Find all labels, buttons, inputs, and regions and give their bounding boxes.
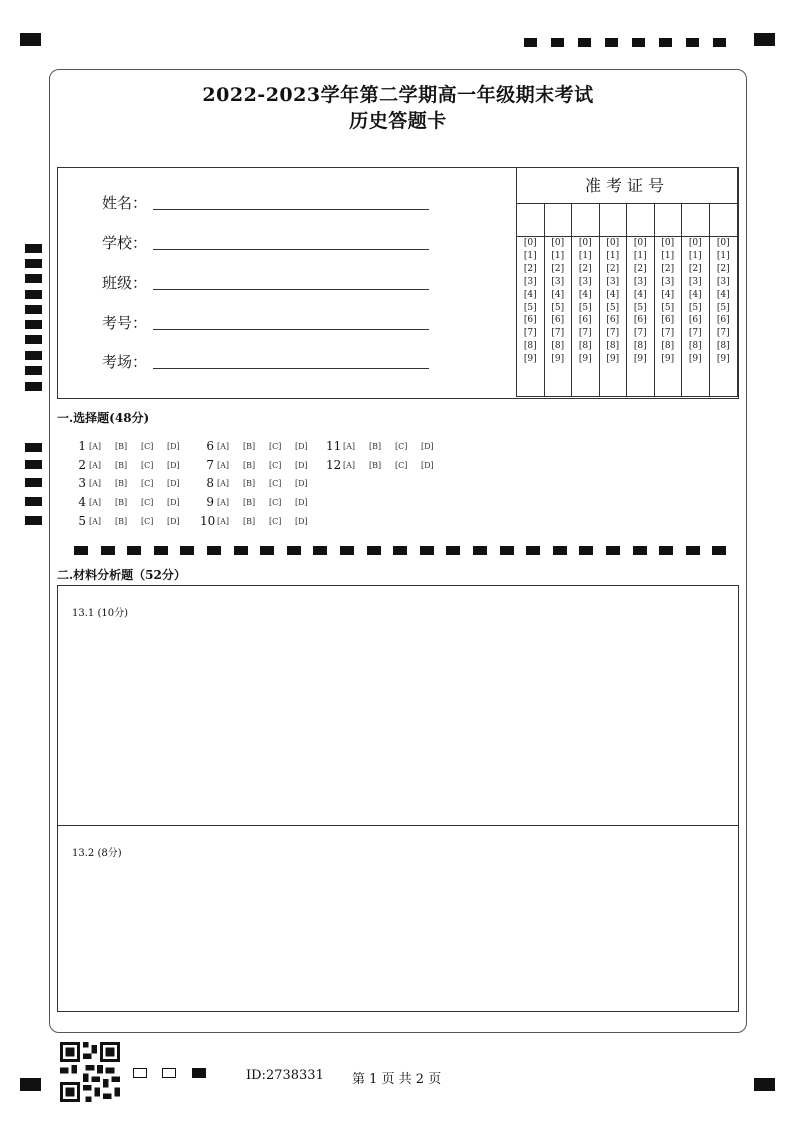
digit-bubble[interactable]: [2] <box>578 263 592 274</box>
student-number-field[interactable] <box>153 314 429 330</box>
footer <box>0 1040 794 1110</box>
exam-number-column <box>710 204 738 396</box>
digit-bubble[interactable]: [0] <box>633 238 647 248</box>
digit-bubble[interactable]: [6] <box>551 315 565 326</box>
mc-question-7 <box>200 458 321 472</box>
page-title: 2022-2023学年第二学期高一年级期末考试 <box>202 84 594 106</box>
exam-number-column <box>572 204 600 396</box>
timing-dash <box>207 546 221 555</box>
timing-dash <box>578 38 591 47</box>
mc-question-number: 4 <box>78 495 86 509</box>
name-label: 姓名： <box>102 194 148 212</box>
timing-dash <box>74 546 88 555</box>
timing-mark <box>25 497 42 506</box>
timing-dash <box>234 546 248 555</box>
mc-option-bubble[interactable]: [C] <box>269 460 282 470</box>
timing-dash <box>446 546 460 555</box>
digit-bubble[interactable]: [8] <box>606 341 620 352</box>
mc-question-number: 2 <box>78 458 86 472</box>
mc-option-bubble[interactable]: [D] <box>421 460 434 470</box>
mc-option-bubble[interactable]: [A] <box>217 460 230 470</box>
digit-bubble[interactable]: [2] <box>688 263 702 274</box>
mc-option-bubble[interactable]: [D] <box>167 516 180 526</box>
exam-number-digit-field[interactable] <box>517 204 544 237</box>
timing-dash <box>713 38 726 47</box>
mc-option-bubble[interactable]: [B] <box>243 460 256 470</box>
mc-option-bubble[interactable]: [B] <box>115 478 128 488</box>
digit-bubble[interactable]: [1] <box>633 250 647 261</box>
digit-bubble[interactable]: [6] <box>661 315 675 326</box>
timing-dash <box>579 546 593 555</box>
exam-number-box <box>516 167 738 397</box>
digit-bubble[interactable]: [4] <box>633 289 647 300</box>
exam-number-digit-field[interactable] <box>710 204 738 237</box>
digit-bubble[interactable]: [1] <box>606 250 620 261</box>
digit-bubble[interactable]: [7] <box>716 328 730 339</box>
exam-number-title: 准考证号 <box>517 168 737 204</box>
class-label: 班级： <box>102 274 148 292</box>
digit-bubble[interactable]: [1] <box>551 250 565 261</box>
mc-option-bubble[interactable]: [A] <box>89 497 102 507</box>
digit-bubble[interactable]: [9] <box>688 354 702 365</box>
digit-bubble[interactable]: [8] <box>633 341 647 352</box>
timing-mark <box>25 335 42 344</box>
mc-question-number: 6 <box>206 439 214 453</box>
footer-box-2 <box>162 1068 176 1078</box>
mc-question-12 <box>326 458 447 472</box>
digit-bubble[interactable]: [5] <box>523 302 537 313</box>
timing-dash <box>393 546 407 555</box>
digit-bubble[interactable]: [0] <box>688 238 702 248</box>
digit-bubble[interactable]: [3] <box>633 276 647 287</box>
corner-marker-tr <box>754 33 775 46</box>
corner-marker-tl <box>20 33 41 46</box>
digit-bubble[interactable]: [0] <box>578 238 592 248</box>
mc-option-bubble[interactable]: [D] <box>167 441 180 451</box>
timing-mark <box>25 290 42 299</box>
digit-bubble[interactable]: [7] <box>633 328 647 339</box>
digit-bubble[interactable]: [4] <box>523 289 537 300</box>
digit-bubble[interactable]: [3] <box>661 276 675 287</box>
digit-bubble[interactable]: [0] <box>606 238 620 248</box>
mc-option-bubble[interactable]: [D] <box>295 441 308 451</box>
section1-title: 一.选择题(48分) <box>57 411 150 425</box>
sheet-id: ID:2738331 <box>246 1068 324 1083</box>
timing-dash <box>287 546 301 555</box>
digit-bubble[interactable]: [7] <box>688 328 702 339</box>
mc-option-bubble[interactable]: [A] <box>89 460 102 470</box>
mc-question-8 <box>200 476 321 490</box>
timing-dash <box>526 546 540 555</box>
timing-dash <box>473 546 487 555</box>
digit-bubble[interactable]: [2] <box>606 263 620 274</box>
timing-dash <box>659 38 672 47</box>
mc-option-bubble[interactable]: [C] <box>395 460 408 470</box>
timing-mark <box>25 259 42 268</box>
timing-dash <box>659 546 673 555</box>
digit-bubble[interactable]: [0] <box>661 238 675 248</box>
digit-bubble[interactable]: [9] <box>661 354 675 365</box>
answer-sheet <box>49 69 747 1033</box>
qr-code-icon <box>60 1042 120 1102</box>
digit-bubble[interactable]: [2] <box>551 263 565 274</box>
digit-bubble[interactable]: [4] <box>606 289 620 300</box>
mc-option-bubble[interactable]: [B] <box>243 478 256 488</box>
mc-option-bubble[interactable]: [D] <box>421 441 434 451</box>
mc-option-bubble[interactable]: [B] <box>115 441 128 451</box>
section2-title: 二.材料分析题（52分） <box>57 568 186 582</box>
timing-mark <box>25 460 42 469</box>
digit-bubble[interactable]: [7] <box>606 328 620 339</box>
digit-bubble[interactable]: [5] <box>606 302 620 313</box>
digit-bubble[interactable]: [1] <box>661 250 675 261</box>
mc-question-number: 11 <box>326 439 342 453</box>
mc-question-number: 5 <box>78 514 86 528</box>
mc-question-number: 7 <box>206 458 214 472</box>
digit-bubble[interactable]: [7] <box>551 328 565 339</box>
digit-bubble[interactable]: [2] <box>716 263 730 274</box>
digit-bubble[interactable]: [6] <box>688 315 702 326</box>
mc-option-bubble[interactable]: [A] <box>217 478 230 488</box>
mc-question-number: 3 <box>78 476 86 490</box>
timing-dash <box>154 546 168 555</box>
exam-number-column <box>682 204 710 396</box>
mc-option-bubble[interactable]: [A] <box>89 478 102 488</box>
timing-dash <box>340 546 354 555</box>
digit-bubble[interactable]: [2] <box>523 263 537 274</box>
mc-option-bubble[interactable]: [C] <box>269 478 282 488</box>
mc-option-bubble[interactable]: [A] <box>217 497 230 507</box>
exam-number-digit-field[interactable] <box>627 204 654 237</box>
exam-room-field[interactable] <box>153 353 429 369</box>
mc-option-bubble[interactable]: [A] <box>89 441 102 451</box>
timing-mark <box>25 274 42 283</box>
answer-label-13-2: 13.2 (8分) <box>72 848 122 859</box>
mc-option-bubble[interactable]: [B] <box>115 460 128 470</box>
digit-bubble[interactable]: [3] <box>688 276 702 287</box>
timing-dash <box>553 546 567 555</box>
digit-bubble[interactable]: [2] <box>661 263 675 274</box>
student-number-label: 考号： <box>102 314 148 332</box>
timing-dash <box>524 38 537 47</box>
digit-bubble[interactable]: [8] <box>688 341 702 352</box>
timing-dash <box>686 38 699 47</box>
digit-bubble[interactable]: [0] <box>551 238 565 248</box>
mc-option-bubble[interactable]: [C] <box>141 441 154 451</box>
mc-question-number: 9 <box>206 495 214 509</box>
timing-dash <box>606 546 620 555</box>
digit-bubble[interactable]: [5] <box>688 302 702 313</box>
mc-option-bubble[interactable]: [B] <box>243 441 256 451</box>
mc-option-bubble[interactable]: [C] <box>141 516 154 526</box>
digit-bubble[interactable]: [3] <box>578 276 592 287</box>
digit-bubble[interactable]: [7] <box>578 328 592 339</box>
mc-option-bubble[interactable]: [C] <box>141 460 154 470</box>
exam-number-column <box>627 204 655 396</box>
footer-box-1 <box>133 1068 147 1078</box>
mc-question-2 <box>72 458 193 472</box>
mc-option-bubble[interactable]: [D] <box>167 497 180 507</box>
timing-mark <box>25 305 42 314</box>
mc-option-bubble[interactable]: [B] <box>243 497 256 507</box>
page-subtitle: 历史答题卡 <box>349 110 447 132</box>
mc-question-number: 10 <box>200 514 216 528</box>
digit-bubble[interactable]: [9] <box>633 354 647 365</box>
exam-number-digit-field[interactable] <box>655 204 682 237</box>
mc-option-bubble[interactable]: [D] <box>295 516 308 526</box>
digit-bubble[interactable]: [3] <box>606 276 620 287</box>
student-info-box <box>57 167 739 399</box>
digit-bubble[interactable]: [6] <box>578 315 592 326</box>
digit-bubble[interactable]: [1] <box>578 250 592 261</box>
mc-question-11 <box>326 439 447 453</box>
digit-bubble[interactable]: [4] <box>716 289 730 300</box>
exam-number-digit-field[interactable] <box>572 204 599 237</box>
digit-bubble[interactable]: [0] <box>523 238 537 248</box>
school-field[interactable] <box>153 234 429 250</box>
timing-dash <box>367 546 381 555</box>
mc-option-bubble[interactable]: [D] <box>295 460 308 470</box>
digit-bubble[interactable]: [4] <box>688 289 702 300</box>
exam-number-column <box>600 204 628 396</box>
timing-dash <box>500 546 514 555</box>
digit-bubble[interactable]: [8] <box>551 341 565 352</box>
digit-bubble[interactable]: [9] <box>523 354 537 365</box>
timing-dash <box>605 38 618 47</box>
timing-dash <box>712 546 726 555</box>
timing-mark <box>25 320 42 329</box>
answer-box-13-2[interactable] <box>57 825 739 1012</box>
digit-bubble[interactable]: [1] <box>716 250 730 261</box>
mc-option-bubble[interactable]: [D] <box>295 478 308 488</box>
digit-bubble[interactable]: [4] <box>551 289 565 300</box>
timing-mark <box>25 244 42 253</box>
mc-option-bubble[interactable]: [C] <box>269 516 282 526</box>
mc-option-bubble[interactable]: [A] <box>217 441 230 451</box>
timing-dash <box>313 546 327 555</box>
timing-dash <box>551 38 564 47</box>
mc-question-1 <box>72 439 193 453</box>
timing-dash <box>420 546 434 555</box>
exam-number-digit-field[interactable] <box>545 204 572 237</box>
digit-bubble[interactable]: [7] <box>523 328 537 339</box>
mc-option-bubble[interactable]: [C] <box>141 478 154 488</box>
timing-dash <box>632 38 645 47</box>
footer-box-3 <box>192 1068 206 1078</box>
digit-bubble[interactable]: [4] <box>661 289 675 300</box>
digit-bubble[interactable]: [2] <box>633 263 647 274</box>
timing-dash <box>686 546 700 555</box>
digit-bubble[interactable]: [6] <box>633 315 647 326</box>
mc-option-bubble[interactable]: [A] <box>89 516 102 526</box>
mc-option-bubble[interactable]: [D] <box>295 497 308 507</box>
mc-option-bubble[interactable]: [B] <box>115 516 128 526</box>
timing-dash <box>101 546 115 555</box>
mc-question-number: 12 <box>326 458 342 472</box>
mc-option-bubble[interactable]: [D] <box>167 460 180 470</box>
mc-question-4 <box>72 495 193 509</box>
mc-option-bubble[interactable]: [B] <box>369 441 382 451</box>
class-field[interactable] <box>153 274 429 290</box>
digit-bubble[interactable]: [0] <box>716 238 730 248</box>
exam-number-column <box>517 204 545 396</box>
answer-label-13-1: 13.1 (10分) <box>72 608 128 619</box>
mc-option-bubble[interactable]: [B] <box>115 497 128 507</box>
digit-bubble[interactable]: [8] <box>578 341 592 352</box>
timing-dash <box>260 546 274 555</box>
digit-bubble[interactable]: [9] <box>606 354 620 365</box>
mc-question-10 <box>200 514 321 528</box>
digit-bubble[interactable]: [4] <box>578 289 592 300</box>
digit-bubble[interactable]: [9] <box>716 354 730 365</box>
mc-option-bubble[interactable]: [C] <box>141 497 154 507</box>
timing-mark <box>25 366 42 375</box>
timing-mark <box>25 443 42 452</box>
mc-option-bubble[interactable]: [B] <box>369 460 382 470</box>
exam-number-digit-field[interactable] <box>600 204 627 237</box>
timing-dash <box>180 546 194 555</box>
digit-bubble[interactable]: [7] <box>661 328 675 339</box>
digit-bubble[interactable]: [8] <box>661 341 675 352</box>
mc-option-bubble[interactable]: [A] <box>217 516 230 526</box>
exam-number-digit-field[interactable] <box>682 204 709 237</box>
digit-bubble[interactable]: [9] <box>551 354 565 365</box>
mc-option-bubble[interactable]: [A] <box>343 441 356 451</box>
digit-bubble[interactable]: [1] <box>523 250 537 261</box>
mc-option-bubble[interactable]: [A] <box>343 460 356 470</box>
answer-box-13-1[interactable] <box>57 585 739 826</box>
mc-option-bubble[interactable]: [C] <box>269 497 282 507</box>
digit-bubble[interactable]: [6] <box>716 315 730 326</box>
digit-bubble[interactable]: [5] <box>578 302 592 313</box>
digit-bubble[interactable]: [6] <box>606 315 620 326</box>
name-field[interactable] <box>153 194 429 210</box>
mc-option-bubble[interactable]: [B] <box>243 516 256 526</box>
digit-bubble[interactable]: [5] <box>661 302 675 313</box>
digit-bubble[interactable]: [5] <box>633 302 647 313</box>
timing-mark <box>25 382 42 391</box>
timing-mark <box>25 516 42 525</box>
mc-question-9 <box>200 495 321 509</box>
digit-bubble[interactable]: [1] <box>688 250 702 261</box>
timing-dash <box>127 546 141 555</box>
mc-question-number: 1 <box>78 439 86 453</box>
timing-dash <box>633 546 647 555</box>
mc-question-6 <box>200 439 321 453</box>
exam-number-column <box>545 204 573 396</box>
timing-mark <box>25 478 42 487</box>
digit-bubble[interactable]: [3] <box>551 276 565 287</box>
mc-question-number: 8 <box>206 476 214 490</box>
page-indicator: 第 1 页 共 2 页 <box>352 1072 442 1087</box>
mc-question-5 <box>72 514 193 528</box>
mc-option-bubble[interactable]: [D] <box>167 478 180 488</box>
digit-bubble[interactable]: [5] <box>551 302 565 313</box>
digit-bubble[interactable]: [3] <box>523 276 537 287</box>
exam-room-label: 考场： <box>102 353 148 371</box>
digit-bubble[interactable]: [3] <box>716 276 730 287</box>
digit-bubble[interactable]: [5] <box>716 302 730 313</box>
exam-number-column <box>655 204 683 396</box>
school-label: 学校： <box>102 234 148 252</box>
timing-mark <box>25 351 42 360</box>
mc-option-bubble[interactable]: [C] <box>269 441 282 451</box>
digit-bubble[interactable]: [8] <box>716 341 730 352</box>
mc-option-bubble[interactable]: [C] <box>395 441 408 451</box>
digit-bubble[interactable]: [6] <box>523 315 537 326</box>
digit-bubble[interactable]: [8] <box>523 341 537 352</box>
digit-bubble[interactable]: [9] <box>578 354 592 365</box>
mc-question-3 <box>72 476 193 490</box>
